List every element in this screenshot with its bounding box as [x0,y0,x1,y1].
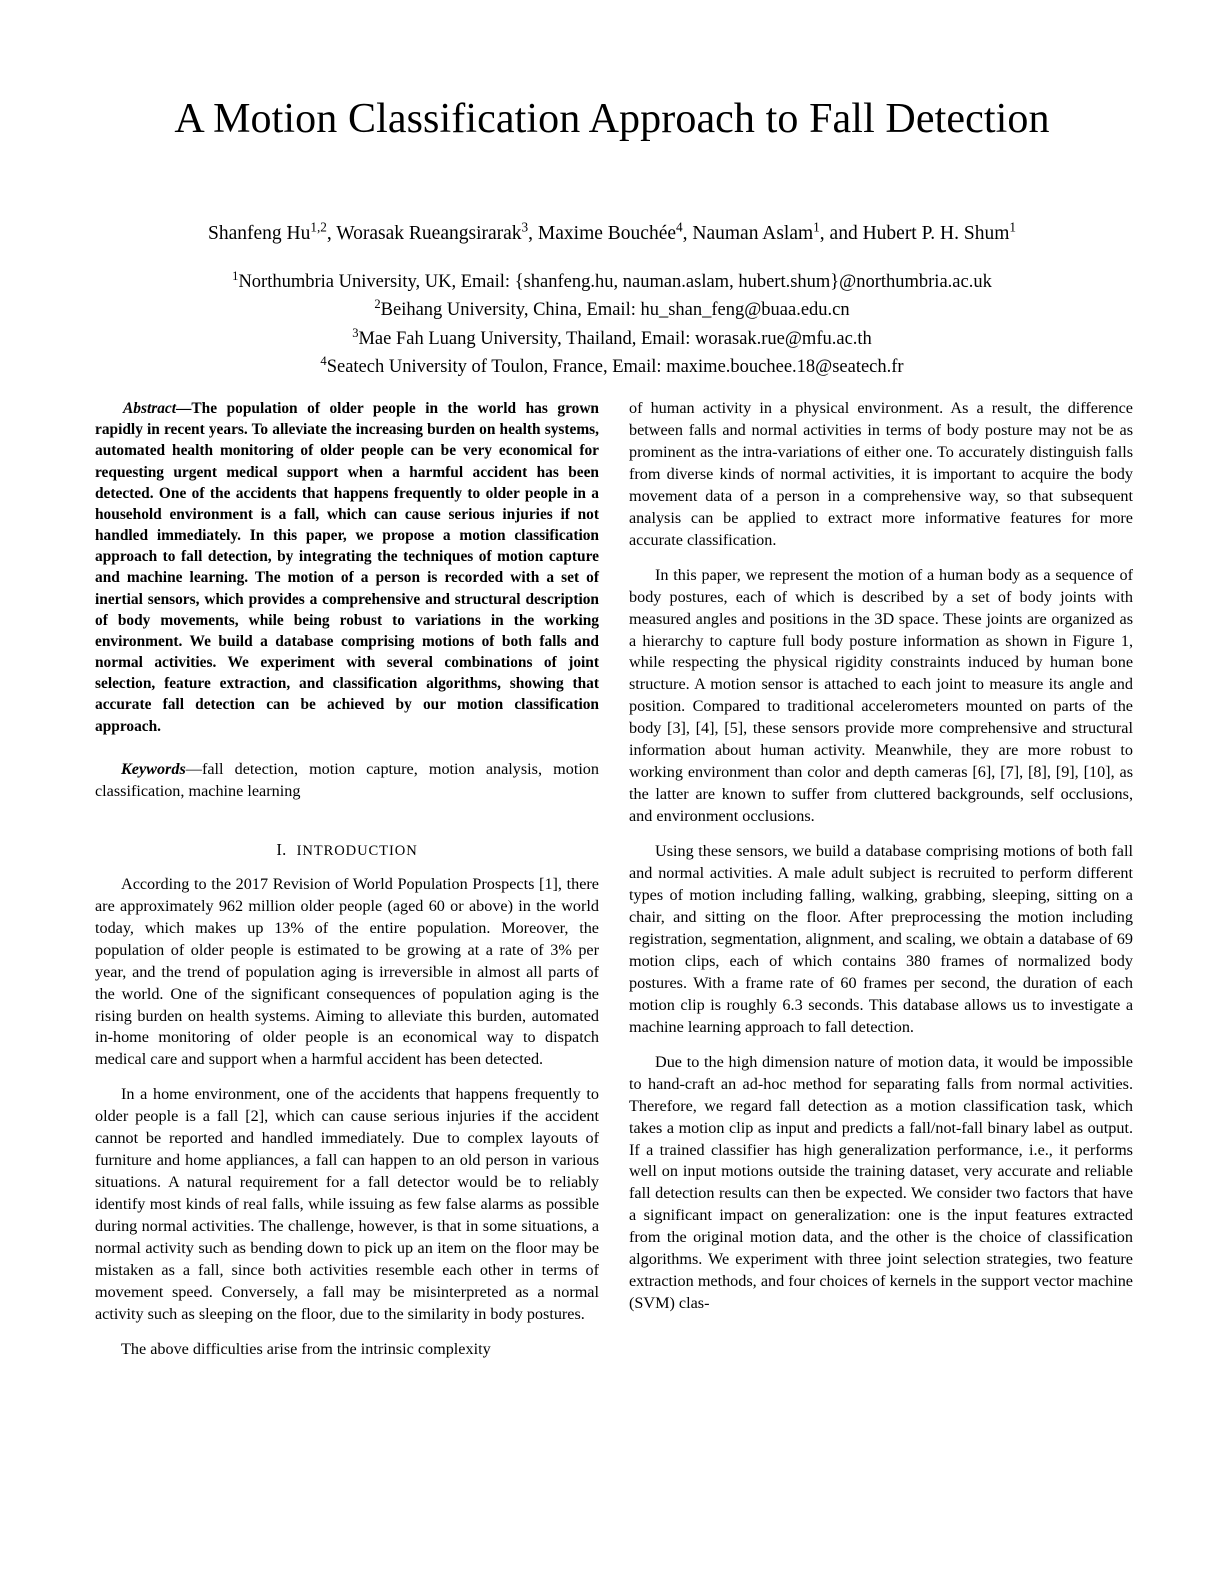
paragraph: Due to the high dimension nature of motion data, it would be impossible to hand-craft an ad-hoc method for separating falls from normal activities. Therefore, we regard fall detection as a motion classification task, which takes a motion clip as input and predicts a fall/not-fall binary label as output. If a trained classifier has high generalization performance, i.e., it performs well on input motions outside the training dataset, very accurate and reliable fall detection results can then be expected. We consider two factors that have a significant impact on generalization: one is the input features extracted from the original motion data, and the other is the choice of classification algorithms. We experiment with three joint selection strategies, two feature extraction methods, and four choices of kernels in the support vector machine (SVM) clas- [629,1052,1133,1313]
paragraph: In this paper, we represent the motion of a human body as a sequence of body postures, each of which is described by a set of body joints with measured angles and positions in the 3D space. These joints are organized as a hierarchy to capture full body posture information as shown in Figure 1, while respecting the physical rigidity constraints induced by human bone structure. A motion sensor is attached to each joint to measure its angle and position. Compared to traditional accelerometers mounted on parts of the body [3], [4], [5], these sensors provide more comprehensive and structural information about human activity. Meanwhile, they are more robust to working environment than color and depth cameras [6], [7], [8], [9], [10], as the latter are known to suffer from cluttered backgrounds, self occlusions, and environment occlusions. [629,565,1133,826]
abstract-text: The population of older people in the world has grown rapidly in recent years. To alleviate the increasing burden on health systems, automated health monitoring of older people can be very economical for requesting urgent medical support when a harmful accident has been detected. One of the accidents that happens frequently to older people in a household environment is a fall, which can cause serious injuries if not handled immediately. In this paper, we propose a motion classification approach to fall detection, by integrating the techniques of motion capture and machine learning. The motion of a person is recorded with a set of inertial sensors, which provides a comprehensive and structural description of body movements, while being robust to variations in the working environment. We build a database comprising motions of both falls and normal activities. We experiment with several combinations of joint selection, feature extraction, and classification algorithms, showing that accurate fall detection can be achieved by our motion classification approach. [95,400,599,735]
author-name: , and Hubert P. H. Shum [819,223,1010,245]
affiliation-marker: 2 [374,297,381,312]
abstract-label: Abstract [123,400,177,417]
paragraph: of human activity in a physical environment. As a result, the difference between falls and normal activities in terms of body posture may not be as prominent as the intra-variations of either one. To accurately distinguish falls from diverse kinds of normal activities, it is important to acquire the body movement data of a person in a comprehensive way, so that subsequent analysis can be applied to extract more informative features for more accurate classification. [629,399,1133,549]
affiliation-text: Mae Fah Luang University, Thailand, Email: worasak.rue@mfu.ac.th [358,328,872,349]
paragraph: In a home environment, one of the accidents that happens frequently to older people is a fall [2], which can cause serious injuries if the accident cannot be reported and handled immediately. Due to complex layouts of furniture and home appliances, a fall can happen to an old person in various situations. A natural requirement for a fall detector would be to reliably identify most kinds of real falls, while issuing as few false alarms as possible during normal activities. The challenge, however, is that in some situations, a normal activity such as bending down to pick up an item on the floor may be mistaken as a fall, since both activities resemble each other in terms of movement speed. Conversely, a fall may be misinterpreted as a normal activity such as sleeping on the floor, due to the similarity in body postures. [95,1085,599,1323]
abstract-dash: — [176,400,192,417]
author-affil-marker: 1 [1009,219,1017,235]
left-column [95,398,599,1518]
author-name: , Nauman Aslam [682,223,814,245]
author-affil-marker: 4 [676,219,683,235]
affiliation-text: Seatech University of Toulon, France, Email: maxime.bouchee.18@seatech.fr [326,356,904,377]
affiliation-line [0,268,1224,296]
affiliation-text: Northumbria University, UK, Email: {shanfeng.hu, nauman.aslam, hubert.shum}@northumbria.ac.uk [238,272,992,293]
affiliation-text: Beihang University, China, Email: hu_shan_feng@buaa.edu.cn [380,300,850,321]
affiliation-marker: 4 [320,353,327,368]
affiliation-marker: 1 [232,269,239,284]
page-title: A Motion Classification Approach to Fall Detection [174,96,1050,142]
section-numeral: I. [276,839,287,859]
two-column-body [95,398,1133,1518]
abstract-paragraph [95,398,599,737]
author-affil-marker: 3 [521,219,529,235]
affiliation-block [0,246,1224,380]
author-affil-marker: 1 [813,219,820,235]
author-entry [819,219,1017,245]
paragraph: According to the 2017 Revision of World Population Prospects [1], there are approximately 962 million older people (aged 60 or above) in the world today, which makes up 13% of the entire population. Moreover, the population of older people is estimated to be growing at a rate of 3% per year, and the trend of population aging is irreversible in almost all parts of the world. One of the significant consequences of population aging is the rising burden on health systems. Aiming to alleviate this burden, automated in-home monitoring of older people is an economical way to dispatch medical care and support when a harmful accident has been detected. [95,874,599,1069]
author-line [0,143,1224,246]
author-name: , Maxime Bouchée [528,223,677,245]
author-entry [207,219,327,245]
author-name: Shanfeng Hu [207,223,311,245]
right-column [629,398,1133,1518]
keywords-label: Keywords [121,759,186,778]
affiliation-line [0,325,1224,353]
author-name: , Worasak Rueangsirarak [326,223,522,245]
affiliation-line [0,296,1224,324]
author-entry [528,219,683,245]
section-heading-introduction [95,840,599,860]
keywords-text: fall detection, motion capture, motion analysis, motion classification, machine learning [95,759,599,800]
affiliation-marker: 3 [352,325,359,340]
author-affil-marker: 1,2 [310,219,327,235]
affiliation-line [0,353,1224,381]
paragraph: The above difficulties arise from the intrinsic complexity [121,1339,491,1358]
keywords-paragraph [95,758,599,802]
paragraph: Using these sensors, we build a database comprising motions of both fall and normal activities. A male adult subject is recruited to perform different types of motion including falling, walking, grabbing, sleeping, sitting on a chair, and sitting on the floor. After preprocessing the motion including registration, segmentation, alignment, and scaling, we obtain a database of 69 motion clips, each of which contains 380 frames of normalized body postures. With a frame rate of 60 frames per second, the duration of each motion clip is roughly 6.3 seconds. This database allows us to investigate a machine learning approach to fall detection. [629,842,1133,1036]
author-entry [326,219,529,245]
section-name: INTRODUCTION [296,842,418,859]
author-entry [682,219,820,245]
keywords-dash: — [185,759,202,778]
